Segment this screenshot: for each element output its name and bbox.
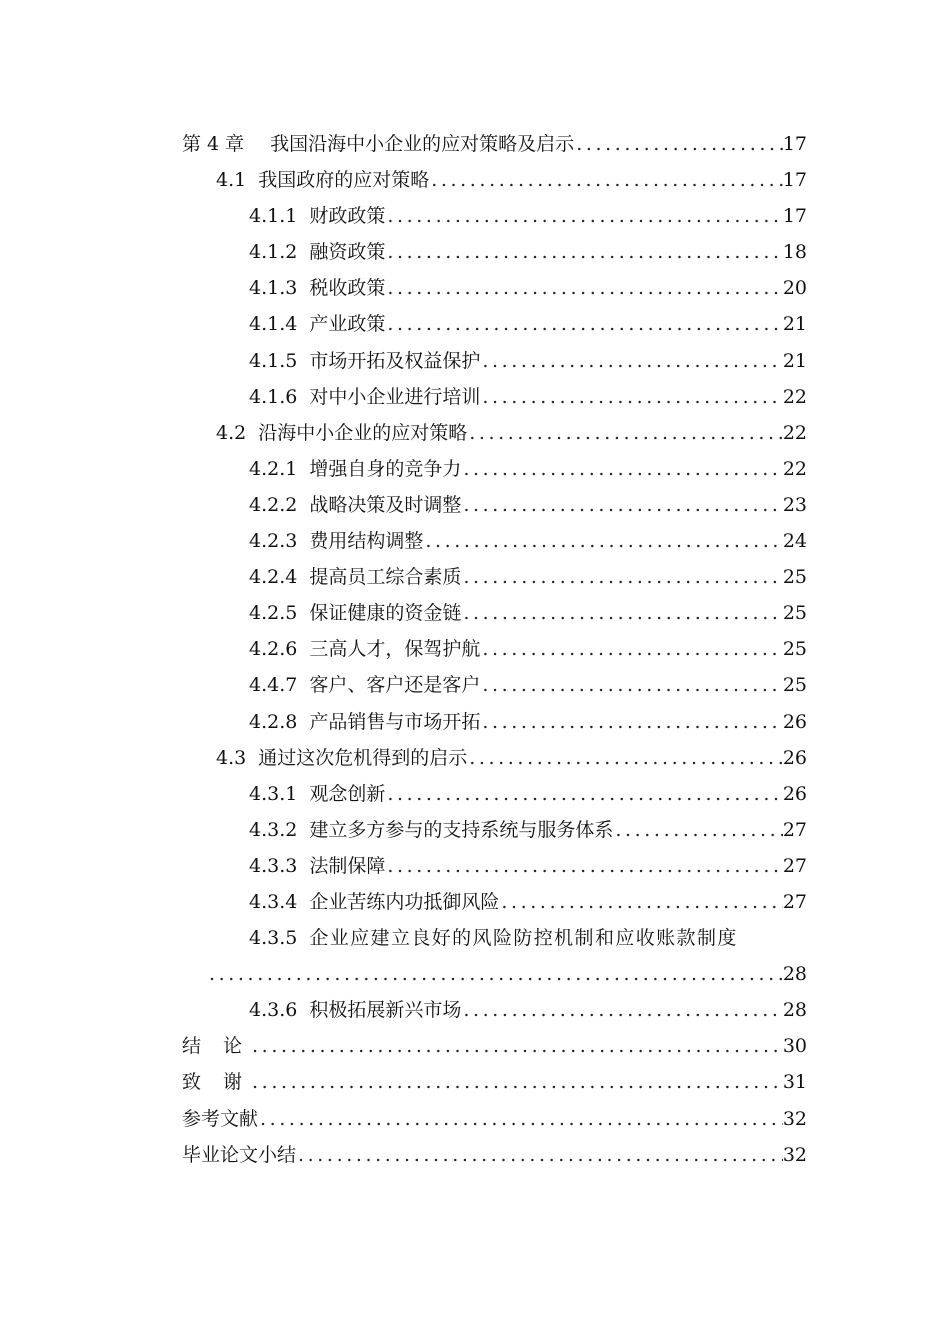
toc-page: 21 (782, 349, 807, 372)
toc-page: 22 (782, 385, 807, 408)
toc-entry[interactable] (182, 306, 807, 342)
toc-entry-references[interactable] (182, 1101, 807, 1137)
toc-entry[interactable] (182, 451, 807, 487)
toc-entry[interactable] (182, 487, 807, 523)
toc-number: 4.2 (216, 421, 247, 444)
toc-leader (574, 126, 783, 162)
toc-title: 财政政策 (309, 205, 386, 228)
toc-page: 22 (782, 421, 807, 444)
toc-entry[interactable] (182, 812, 807, 848)
toc-title: 参考文献 (182, 1107, 259, 1130)
toc-page: 17 (782, 133, 807, 155)
toc-title: 战略决策及时调整 (309, 493, 462, 516)
toc-number: 4.1.5 (249, 349, 298, 372)
toc-entry[interactable] (182, 415, 807, 451)
toc-leader (461, 992, 782, 1028)
toc-leader (613, 812, 782, 848)
toc-page: 17 (782, 205, 807, 228)
toc-title: 增强自身的竞争力 (309, 457, 462, 480)
toc-title: 产品销售与市场开拓 (309, 710, 481, 733)
toc-number: 4.2.1 (249, 457, 298, 480)
toc-title: 客户、客户还是客户 (309, 674, 481, 697)
toc-leader (429, 162, 783, 198)
toc-entry[interactable] (182, 704, 807, 740)
toc-number: 4.3.3 (249, 854, 298, 877)
toc-entry[interactable] (182, 270, 807, 306)
toc-title: 致 谢 (182, 1071, 251, 1094)
toc-leader (480, 667, 782, 703)
toc-entry-wrapped-second-line[interactable] (182, 956, 807, 992)
toc-entry-wrapped-first-line[interactable] (182, 920, 807, 956)
toc-page: 18 (782, 241, 807, 264)
toc-leader (480, 631, 782, 667)
toc-page: 23 (782, 493, 807, 516)
toc-title: 毕业论文小结 (182, 1143, 297, 1166)
toc-title: 沿海中小企业的应对策略 (258, 421, 468, 444)
toc-title: 提高员工综合素质 (309, 566, 462, 589)
toc-entry[interactable] (182, 198, 807, 234)
toc-page: 28 (782, 963, 807, 986)
toc-entry[interactable] (182, 343, 807, 379)
toc-number: 4.2.2 (249, 493, 298, 516)
toc-entry-summary[interactable] (182, 1137, 807, 1173)
toc-number: 4.3.1 (249, 782, 298, 805)
toc-leader (296, 1137, 783, 1173)
toc-leader (250, 1064, 783, 1100)
toc-number: 4.1.6 (249, 385, 298, 408)
toc-title: 建立多方参与的支持系统与服务体系 (309, 818, 614, 841)
toc-title: 我国沿海中小企业的应对策略及启示 (270, 133, 575, 155)
toc-number: 4.2.8 (249, 710, 298, 733)
toc-page: 28 (782, 999, 807, 1022)
toc-leader (480, 704, 782, 740)
toc-number: 4.3 (216, 746, 247, 769)
toc-title: 积极拓展新兴市场 (309, 999, 462, 1022)
toc-leader (423, 523, 782, 559)
toc-leader (499, 884, 782, 920)
toc-number: 4.2.4 (249, 566, 298, 589)
toc-number: 第 4 章 (182, 133, 245, 155)
toc-number: 4.3.2 (249, 818, 298, 841)
toc-page: 27 (782, 818, 807, 841)
toc-number: 4.3.6 (249, 999, 298, 1022)
toc-leader (480, 379, 782, 415)
toc-number: 4.2.3 (249, 530, 298, 553)
toc-page: 25 (782, 638, 807, 661)
toc-leader (385, 198, 782, 234)
toc-page: 26 (782, 746, 807, 769)
toc-number: 4.1.2 (249, 241, 298, 264)
toc-title: 费用结构调整 (309, 530, 424, 553)
toc-page: 32 (782, 1143, 807, 1166)
toc-page: 25 (782, 674, 807, 697)
toc-page: 25 (782, 566, 807, 589)
toc-entry[interactable] (182, 667, 807, 703)
toc-page: 30 (782, 1035, 807, 1058)
toc-entry[interactable] (182, 559, 807, 595)
toc-leader (385, 306, 782, 342)
toc-page: 27 (782, 890, 807, 913)
toc-page: 22 (782, 457, 807, 480)
toc-page: 20 (782, 277, 807, 300)
toc-title: 通过这次危机得到的启示 (258, 746, 468, 769)
toc-title: 观念创新 (309, 782, 386, 805)
toc-leader (461, 559, 782, 595)
toc-title: 市场开拓及权益保护 (309, 349, 481, 372)
toc-entry-acknowledgements[interactable] (182, 1064, 807, 1100)
toc-leader (461, 595, 782, 631)
toc-leader (385, 848, 782, 884)
table-of-contents (182, 126, 807, 1173)
toc-entry[interactable] (182, 126, 807, 162)
toc-page: 26 (782, 710, 807, 733)
toc-page: 25 (782, 602, 807, 625)
toc-title: 三高人才，保驾护航 (309, 638, 481, 661)
toc-page: 32 (782, 1107, 807, 1130)
toc-entry[interactable] (182, 740, 807, 776)
toc-number: 4.3.4 (249, 890, 298, 913)
toc-title: 企业苦练内功抵御风险 (309, 890, 500, 913)
toc-entry[interactable] (182, 379, 807, 415)
toc-leader (480, 343, 782, 379)
toc-page: 26 (782, 782, 807, 805)
toc-number: 4.1 (216, 169, 247, 192)
toc-page: 21 (782, 313, 807, 336)
toc-leader (250, 1028, 783, 1064)
toc-leader (467, 740, 783, 776)
toc-title: 税收政策 (309, 277, 386, 300)
toc-leader (385, 234, 782, 270)
toc-number: 4.1.3 (249, 277, 298, 300)
toc-number: 4.2.6 (249, 638, 298, 661)
toc-entry[interactable] (182, 884, 807, 920)
toc-page: 17 (782, 169, 807, 192)
toc-entry[interactable] (182, 631, 807, 667)
toc-title: 我国政府的应对策略 (258, 169, 430, 192)
toc-leader (461, 451, 782, 487)
toc-title: 结 论 (182, 1035, 251, 1058)
toc-entry[interactable] (182, 992, 807, 1028)
toc-leader (461, 487, 782, 523)
toc-entry[interactable] (182, 234, 807, 270)
toc-title: 融资政策 (309, 241, 386, 264)
toc-entry[interactable] (182, 162, 807, 198)
toc-number: 4.2.5 (249, 602, 298, 625)
toc-page: 24 (782, 530, 807, 553)
toc-title: 产业政策 (309, 313, 386, 336)
toc-title: 对中小企业进行培训 (309, 385, 481, 408)
toc-number: 4.4.7 (249, 674, 298, 697)
toc-entry[interactable] (182, 595, 807, 631)
toc-leader (385, 270, 782, 306)
toc-number: 4.1.1 (249, 205, 298, 228)
toc-page: 31 (782, 1071, 807, 1094)
toc-title: 企业应建立良好的风险防控机制和应收账款制度 (309, 927, 738, 950)
toc-title: 保证健康的资金链 (309, 602, 462, 625)
toc-entry[interactable] (182, 848, 807, 884)
toc-title: 法制保障 (309, 854, 386, 877)
toc-number: 4.1.4 (249, 313, 298, 336)
toc-entry[interactable] (182, 523, 807, 559)
toc-leader (258, 1101, 783, 1137)
toc-leader (385, 776, 782, 812)
toc-leader (467, 415, 783, 451)
toc-entry[interactable] (182, 776, 807, 812)
toc-number: 4.3.5 (249, 927, 298, 950)
toc-entry-conclusion[interactable] (182, 1028, 807, 1064)
toc-leader (209, 956, 783, 992)
toc-page: 27 (782, 854, 807, 877)
